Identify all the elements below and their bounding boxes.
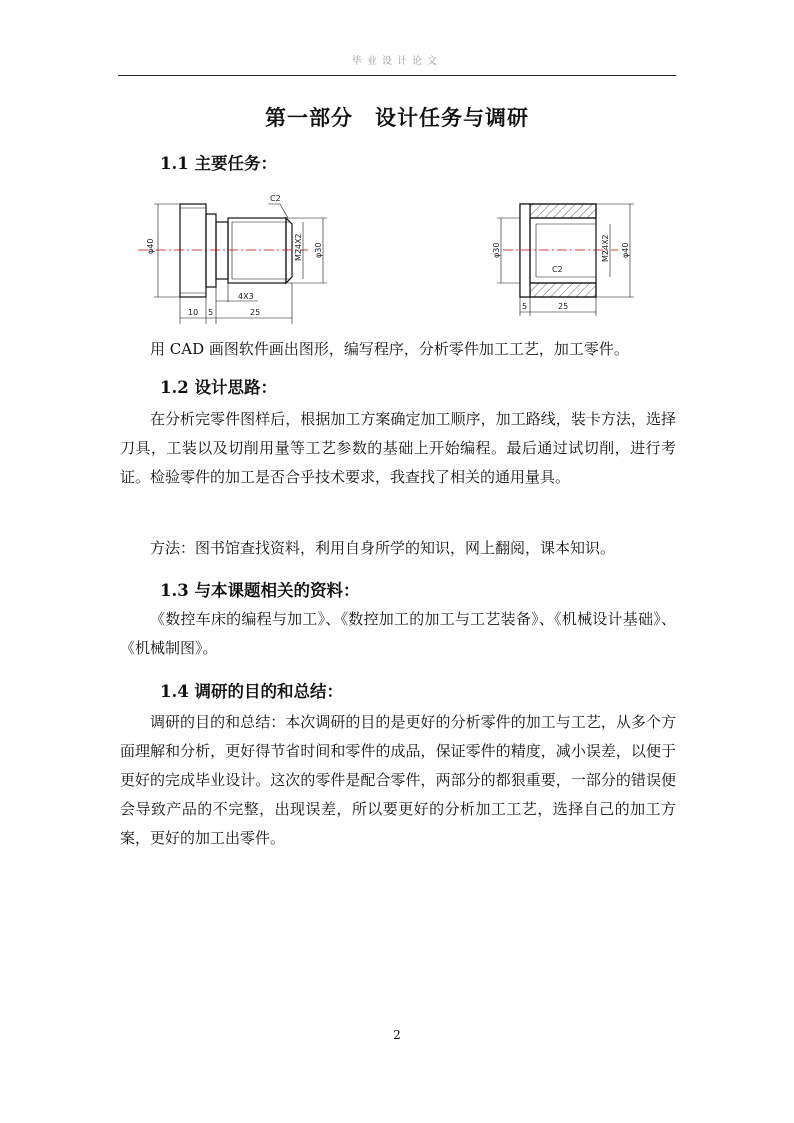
section-heading-1-4: 1.4 调研的目的和总结： bbox=[160, 682, 343, 701]
part-title: 第一部分 设计任务与调研 bbox=[265, 105, 529, 130]
sleeve-len-25-label: 25 bbox=[558, 302, 569, 311]
page-header: 毕业设计论文 bbox=[352, 56, 442, 67]
shaft-groove-label: 4X3 bbox=[238, 292, 254, 301]
page-number: 2 bbox=[393, 1028, 401, 1042]
sleeve-len-5-label: 5 bbox=[522, 302, 528, 311]
method-paragraph: 方法：图书馆查找资料，利用自身所学的知识，网上翻阅，课本知识。 bbox=[150, 539, 616, 557]
section-heading-1-3: 1.3 与本课题相关的资料： bbox=[160, 581, 360, 600]
shaft-dia-40-label: φ40 bbox=[146, 238, 155, 254]
header-rule bbox=[118, 75, 676, 76]
section-heading-1-1: 1.1 主要任务： bbox=[160, 154, 277, 173]
sleeve-dia-40-label: φ40 bbox=[621, 242, 630, 258]
shaft-chamfer-label: C2 bbox=[270, 194, 281, 203]
sleeve-drawing bbox=[497, 204, 634, 316]
section-heading-1-2: 1.2 设计思路： bbox=[160, 378, 277, 397]
shaft-thread-label: M24X2 bbox=[294, 233, 303, 261]
sleeve-chamfer-label: C2 bbox=[552, 265, 563, 274]
shaft-len-10-label: 10 bbox=[188, 308, 199, 317]
sleeve-dia-30-label: φ30 bbox=[492, 242, 501, 258]
references-paragraph: 《数控车床的编程与加工》、《数控加工的加工与工艺装备》、《机械设计基础》、《机械制图》。 bbox=[120, 610, 676, 657]
shaft-dia-30-label: φ30 bbox=[314, 242, 323, 258]
sleeve-thread-label: M24X2 bbox=[601, 234, 610, 262]
summary-paragraph: 调研的目的和总结：本次调研的目的是更好的分析零件的加工与工艺，从多个方面理解和分析，更好得节省时间和零件的成品，保证零件的精度，减小误差，以便于更好的完成毕业设计。这次的零件是配合零件，两部分的都狠重要，一部分的错误便会导致产品的不完整，出现误差，所以要更好的分析加工工艺，选择自己的加工方案，更好的加工出零件。 bbox=[120, 713, 676, 847]
shaft-len-25-label: 25 bbox=[250, 308, 261, 317]
design-paragraph: 在分析完零件图样后，根据加工方案确定加工顺序，加工路线，装卡方法，选择刀具，工装以及切削用量等工艺参数的基础上开始编程。最后通过试切削，进行考证。检验零件的加工是否合乎技术要求，我查找了相关的通用量具。 bbox=[120, 410, 676, 486]
shaft-len-5-label: 5 bbox=[208, 308, 214, 317]
figure-caption: 用 CAD 画图软件画出图形，编写程序，分析零件加工工艺，加工零件。 bbox=[150, 340, 629, 358]
shaft-drawing bbox=[138, 204, 327, 324]
part-drawings bbox=[118, 186, 676, 326]
